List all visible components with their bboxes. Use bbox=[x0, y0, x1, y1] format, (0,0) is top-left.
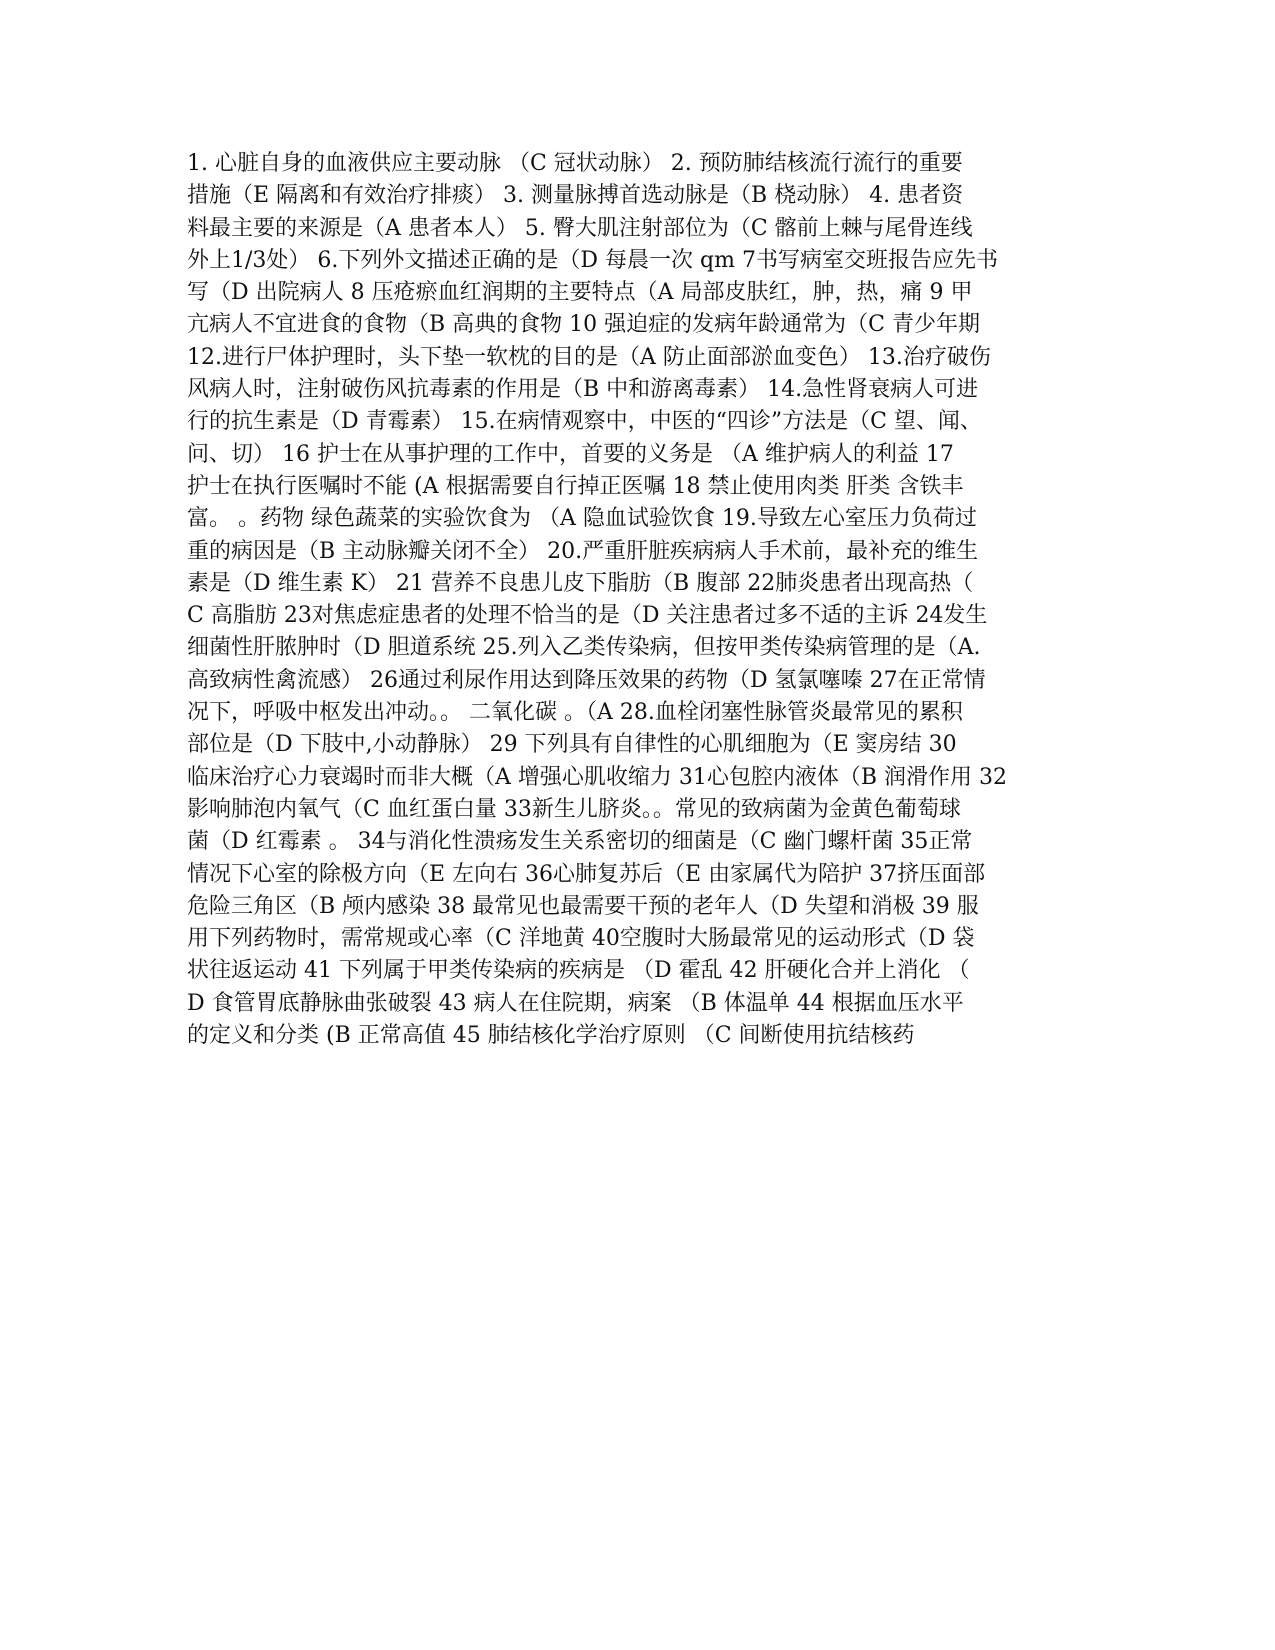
text-line-23: 情况下心室的除极方向（E 左向右 36心肺复苏后（E 由家属代为陪护 37挤压面部 bbox=[187, 861, 986, 887]
text-line-19: 部位是（D 下肢中,小动静脉） 29 下列具有自律性的心肌细胞为（E 窦房结 30 bbox=[187, 732, 957, 758]
text-line-13: 重的病因是（B 主动脉瓣关闭不全） 20.严重肝脏疾病病人手术前，最补充的维生 bbox=[187, 538, 979, 564]
text-line-12: 富。 。药物 绿色蔬菜的实验饮食为 （A 隐血试验饮食 19.导致左心室压力负荷过 bbox=[187, 506, 977, 532]
text-line-9: 行的抗生素是（D 青霉素） 15.在病情观察中，中医的“四诊”方法是（C 望、闻、 bbox=[187, 409, 982, 435]
text-line-27: D 食管胃底静脉曲张破裂 43 病人在住院期，病案 （B 体温单 44 根据血压水平 bbox=[187, 990, 964, 1016]
text-line-8: 风病人时，注射破伤风抗毒素的作用是（B 中和游离毒素） 14.急性肾衰病人可进 bbox=[187, 377, 979, 403]
text-line-18: 况下，呼吸中枢发出冲动。。 二氧化碳 。（A 28.血栓闭塞性脉管炎最常见的累积 bbox=[187, 700, 963, 726]
text-line-26: 状往返运动 41 下列属于甲类传染病的疾病是 （D 霍乱 42 肝硬化合并上消化 （ bbox=[187, 958, 970, 984]
text-line-25: 用下列药物时，需常规或心率（C 洋地黄 40空腹时大肠最常见的运动形式（D 袋 bbox=[187, 926, 975, 952]
body-text bbox=[187, 148, 1107, 1052]
text-line-16: 细菌性肝脓肿时（D 胆道系统 25.列入乙类传染病，但按甲类传染病管理的是（A. bbox=[187, 635, 981, 661]
text-line-6: 亢病人不宜进食的食物（B 高典的食物 10 强迫症的发病年龄通常为（C 青少年期 bbox=[187, 312, 980, 338]
text-line-3: 料最主要的来源是（A 患者本人） 5. 臀大肌注射部位为（C 髂前上棘与尾骨连线 bbox=[187, 215, 973, 241]
text-line-21: 影响肺泡内氧气（C 血红蛋白量 33新生儿脐炎。。常见的致病菌为金黄色葡萄球 bbox=[187, 796, 961, 822]
text-line-20: 临床治疗心力衰竭时而非大概（A 增强心肌收缩力 31心包腔内液体（B 润滑作用 32 bbox=[187, 764, 1008, 790]
text-line-2: 措施（E 隔离和有效治疗排痰） 3. 测量脉搏首选动脉是（B 桡动脉） 4. 患者资 bbox=[187, 183, 964, 209]
text-line-28: 的定义和分类 (B 正常高值 45 肺结核化学治疗原则 （C 间断使用抗结核药 bbox=[187, 1023, 915, 1049]
text-line-24: 危险三角区（B 颅内感染 38 最常见也最需要干预的老年人（D 失望和消极 39 服 bbox=[187, 893, 979, 919]
text-line-11: 护士在执行医嘱时不能 (A 根据需要自行掉正医嘱 18 禁止使用肉类 肝类 含铁丰 bbox=[187, 473, 964, 499]
text-line-5: 写（D 出院病人 8 压疮瘀血红润期的主要特点（A 局部皮肤红，肿，热，痛 9 甲 bbox=[187, 280, 973, 306]
text-line-22: 菌（D 红霉素 。 34与消化性溃疡发生关系密切的细菌是（C 幽门螺杆菌 35正常 bbox=[187, 829, 973, 855]
text-line-15: C 高脂肪 23对焦虑症患者的处理不恰当的是（D 关注患者过多不适的主诉 24发生 bbox=[187, 603, 988, 629]
text-line-1: 1. 心脏自身的血液供应主要动脉 （C 冠状动脉） 2. 预防肺结核流行流行的重要 bbox=[187, 151, 963, 176]
text-line-7: 12.进行尸体护理时，头下垫一软枕的目的是（A 防止面部淤血变色） 13.治疗破伤 bbox=[187, 344, 991, 370]
text-line-4: 外上1/3处） 6.下列外文描述正确的是（D 每晨一次 qm 7书写病室交班报告应先书 bbox=[187, 247, 998, 273]
text-line-14: 素是（D 维生素 K） 21 营养不良患儿皮下脂肪（B 腹部 22肺炎患者出现高热（ bbox=[187, 570, 974, 596]
text-line-10: 问、切） 16 护士在从事护理的工作中，首要的义务是 （A 维护病人的利益 17 bbox=[187, 441, 954, 467]
text-line-17: 高致病性禽流感） 26通过利尿作用达到降压效果的药物（D 氢氯噻嗪 27在正常情 bbox=[187, 667, 986, 693]
